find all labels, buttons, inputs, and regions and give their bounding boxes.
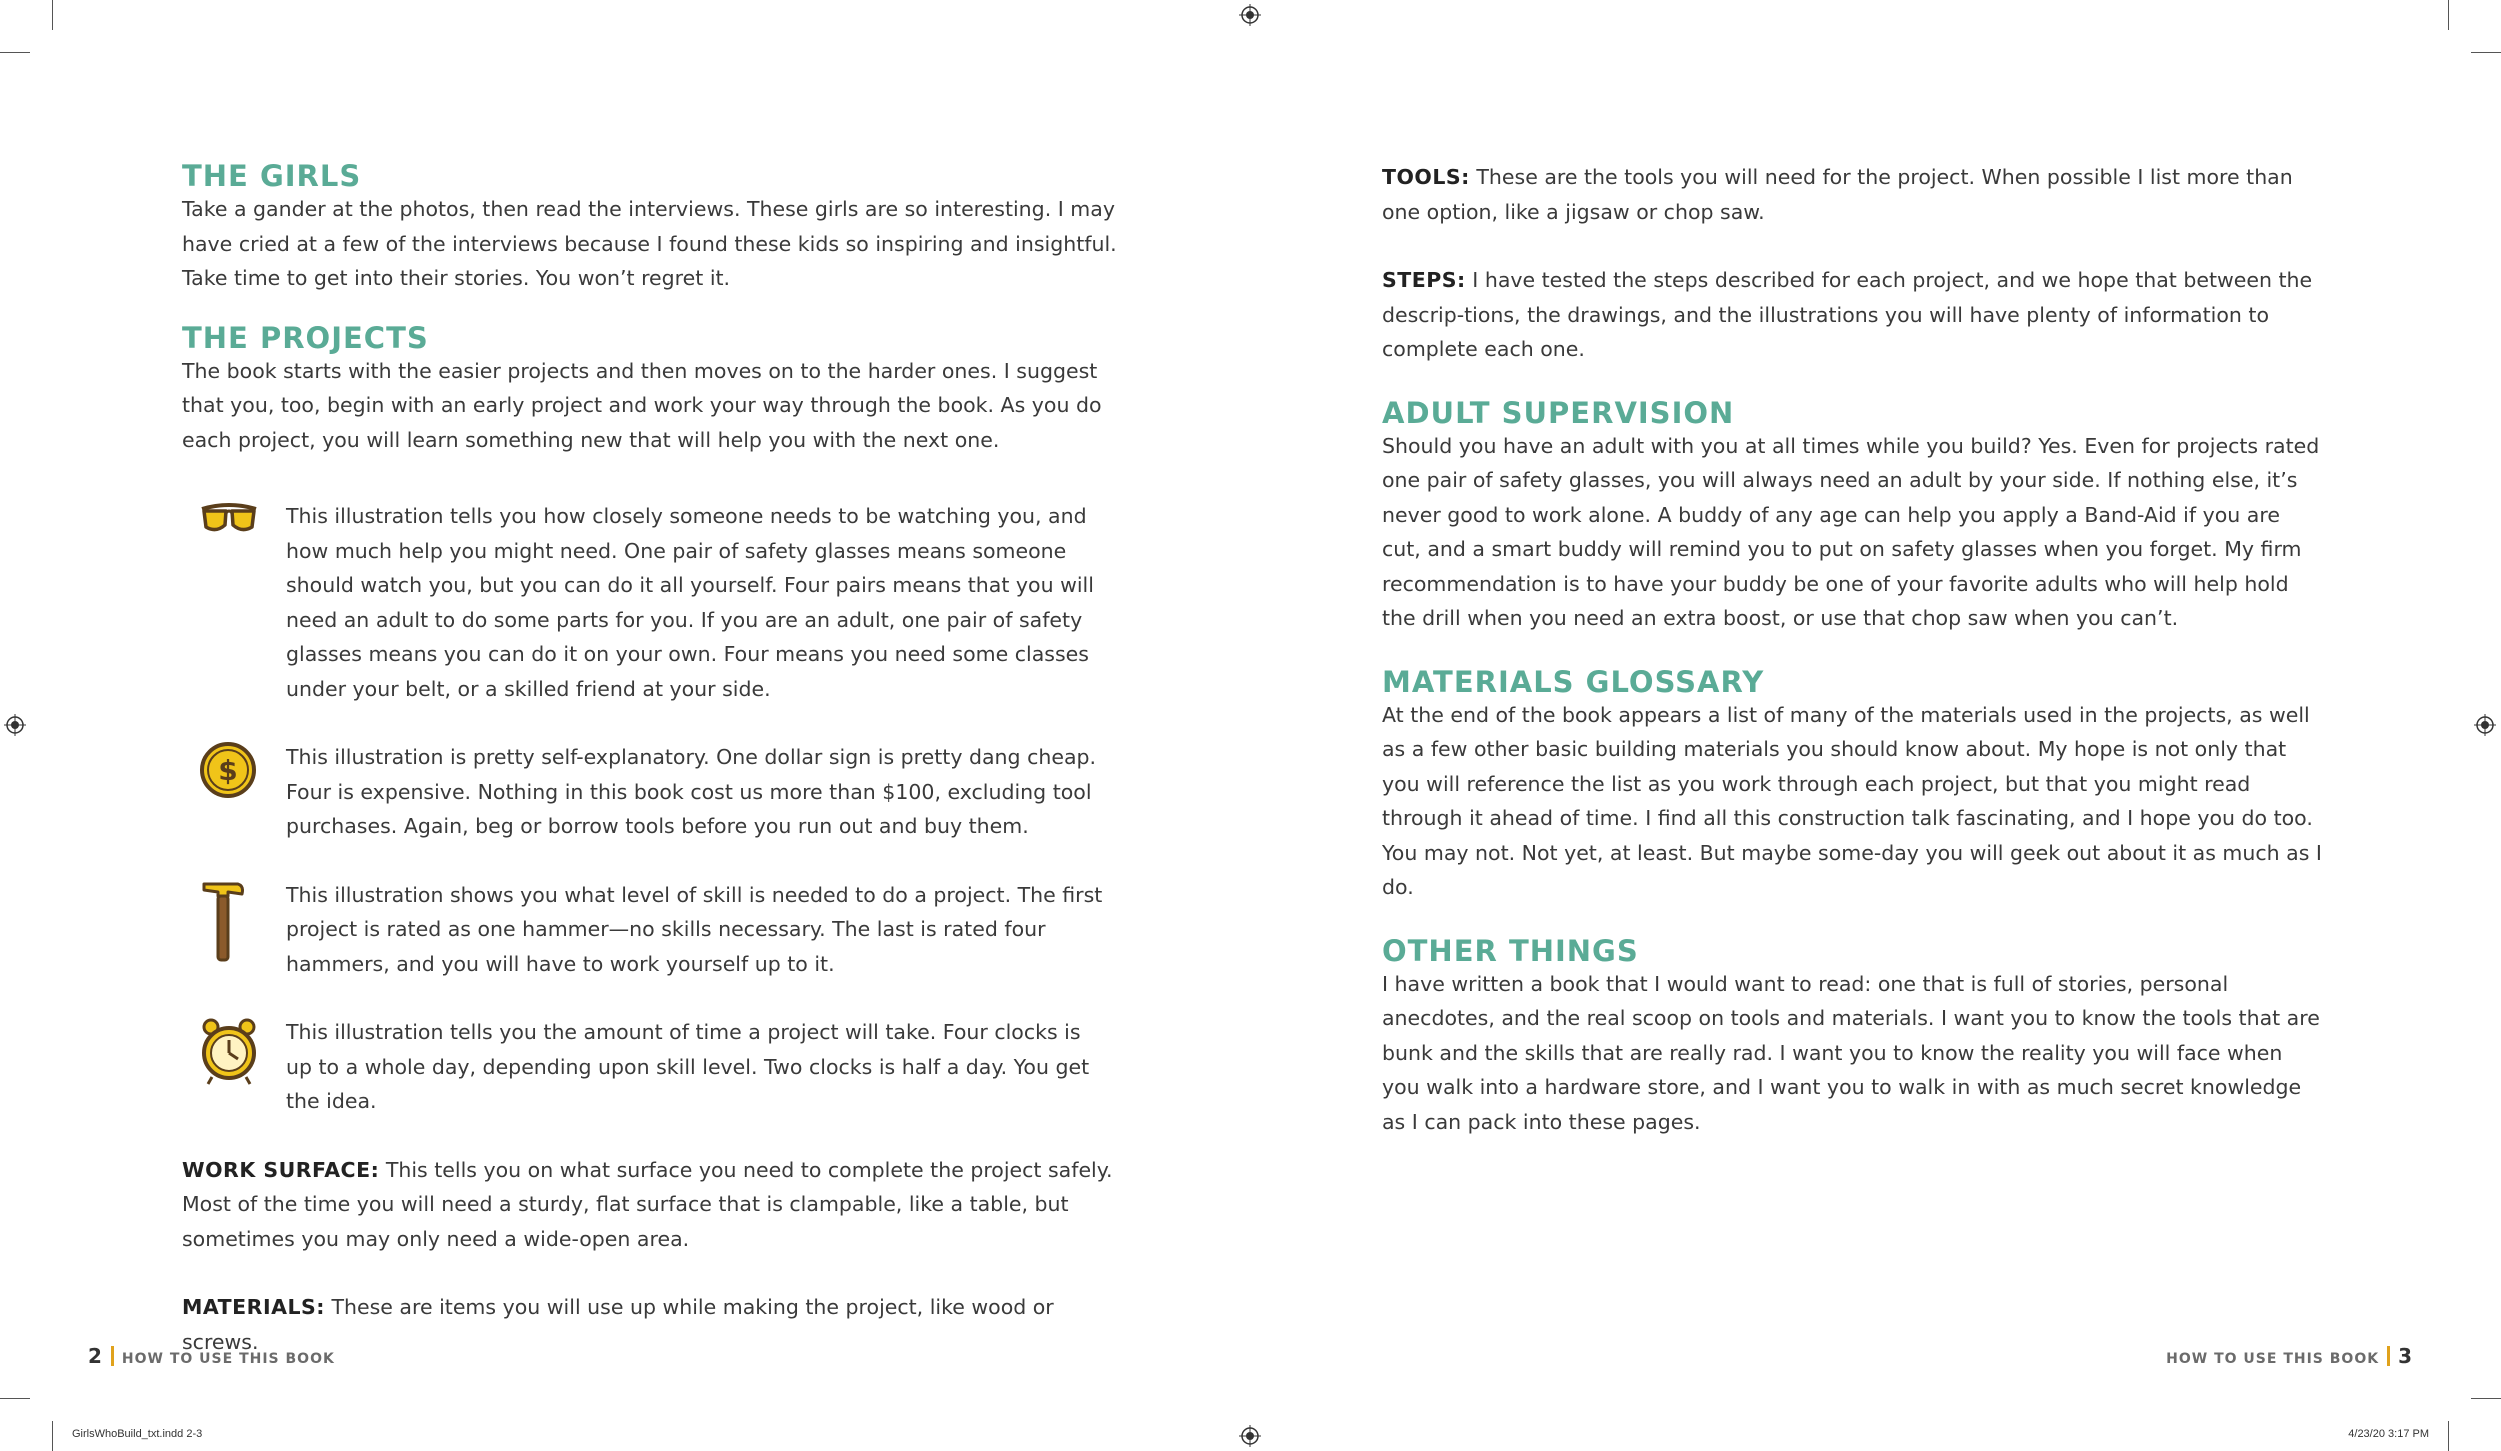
right-page [1382, 160, 2322, 1159]
dollar-sign-icon [198, 740, 258, 800]
icon-legend-item [182, 878, 1122, 982]
section-heading: OTHER THINGS [1382, 933, 1639, 968]
crop-mark [0, 52, 30, 53]
section-body: At the end of the book appears a list of many of the materials used in the projects, as well as a few other basic building materials you should know about. My hope is not only that you will reference the list as you work through each project, but that you might read through it ahead of time. I find all this construction talk fascinating, and I hope you do too. You may not. Not yet, at least. But maybe some-day you will geek out about it as much as I do. [1382, 702, 2322, 899]
section-adult-supervision [1382, 397, 2322, 636]
hammer-icon [198, 878, 248, 964]
icon-legend-text: This illustration shows you what level of skill is needed to do a project. The first project is rated as one hammer—no skills necessary. The last is rated four hammers, and you will have to work yourself up to it. [286, 882, 1103, 976]
work-surface-definition [182, 1153, 1122, 1257]
section-heading: ADULT SUPERVISION [1382, 395, 1735, 430]
crop-mark [2471, 52, 2501, 53]
icon-legend-item [182, 1015, 1122, 1119]
right-folio [2166, 1344, 2413, 1368]
registration-mark-icon [1239, 1425, 1261, 1447]
icon-legend-text: This illustration tells you the amount of time a project will take. Four clocks is up to a whole day, depending upon skill level. Two clocks is half a day. You get the idea. [286, 1020, 1090, 1113]
definition-text: I have tested the steps described for each project, and we hope that between the descrip-tions, the drawings, and the illustrations you will have plenty of information to complete each one. [1382, 268, 2313, 361]
section-heading: THE GIRLS [182, 159, 362, 193]
definition-text: These are the tools you will need for the project. When possible I list more than one option, like a jigsaw or chop saw. [1382, 165, 2293, 224]
definition-label: MATERIALS: [182, 1295, 325, 1319]
definition-label: TOOLS: [1382, 165, 1470, 189]
svg-text:$: $ [218, 754, 238, 787]
definition-text: These are items you will use up while making the project, like wood or screws. [182, 1295, 1054, 1354]
slug-filename: GirlsWhoBuild_txt.indd 2-3 [72, 1428, 203, 1440]
section-body: I have written a book that I would want to read: one that is full of stories, personal anecdotes, and the real scoop on tools and materials. I want you to know the tools that are bunk and the skills that are really rad. I want you to know the reality you will face when you walk into a hardware store, and I want you to walk in with as much secret knowledge as I can pack into these pages. [1382, 971, 2320, 1134]
crop-mark [2448, 0, 2449, 30]
section-other-things [1382, 935, 2322, 1140]
section-heading: THE PROJECTS [182, 320, 429, 355]
section-heading: MATERIALS GLOSSARY [1382, 664, 1765, 699]
registration-mark-icon [2474, 714, 2496, 736]
crop-mark [52, 0, 53, 30]
tools-definition [1382, 160, 2322, 229]
crop-mark [2448, 1421, 2449, 1451]
running-head: HOW TO USE THIS BOOK [121, 1351, 335, 1367]
page-number: 2 [88, 1344, 103, 1368]
definition-label: STEPS: [1382, 268, 1466, 292]
steps-definition [1382, 263, 2322, 367]
icon-legend-item [182, 740, 1122, 844]
crop-mark [0, 1398, 30, 1399]
registration-mark-icon [1239, 4, 1261, 26]
definition-text: This tells you on what surface you need to complete the project safely. Most of the time you will need a sturdy, flat surface that is clampable, like a table, but sometimes you may only need a wide-open area. [182, 1157, 1113, 1251]
folio-divider [111, 1346, 114, 1366]
section-projects [182, 322, 1122, 458]
crop-mark [2471, 1398, 2501, 1399]
icon-legend-item [182, 499, 1122, 706]
page-number: 3 [2398, 1344, 2413, 1368]
alarm-clock-icon [198, 1015, 260, 1087]
safety-glasses-icon [198, 499, 260, 539]
registration-mark-icon [4, 714, 26, 736]
section-body: Take a gander at the photos, then read the interviews. These girls are so interesting. I may have cried at a few of the interviews because I found these kids so inspiring and insightful. Take time to get into their stories. You won’t regret it. [182, 197, 1117, 290]
section-materials-glossary [1382, 666, 2322, 905]
crop-mark [52, 1421, 53, 1451]
left-folio [88, 1344, 335, 1368]
definition-label: WORK SURFACE: [182, 1157, 380, 1182]
section-girls [182, 160, 1122, 296]
left-page [182, 160, 1122, 1359]
icon-legend-text: This illustration is pretty self-explanatory. One dollar sign is pretty dang cheap. Four is expensive. Nothing in this book cost us more than $100, excluding tool purchases. Again, beg or borrow tools before you run out and buy them. [286, 745, 1097, 838]
slug-timestamp: 4/23/20 3:17 PM [2348, 1428, 2429, 1440]
folio-divider [2387, 1346, 2390, 1366]
icon-legend-text: This illustration tells you how closely someone needs to be watching you, and how much help you might need. One pair of safety glasses means someone should watch you, but you can do it all yourself. Four pairs means that you will need an adult to do some parts for you. If you are an adult, one pair of safety glasses means you can do it on your own. Four means you need some classes under your belt, or a skilled friend at your side. [286, 504, 1094, 701]
section-body: The book starts with the easier projects and then moves on to the harder ones. I suggest that you, too, begin with an early project and work your way through the book. As you do each project, you will learn something new that will help you with the next one. [182, 358, 1102, 452]
running-head: HOW TO USE THIS BOOK [2166, 1351, 2380, 1367]
section-body: Should you have an adult with you at all times while you build? Yes. Even for projects rated one pair of safety glasses, you will always need an adult by your side. If nothing else, it’s never good to work alone. A buddy of any age can help you apply a Band-Aid if you are cut, and a smart buddy will remind you to put on safety glasses when you forget. My firm recommendation is to have your buddy be one of your favorite adults who will help hold the drill when you need an extra boost, or use that chop saw when you can’t. [1382, 433, 2320, 630]
